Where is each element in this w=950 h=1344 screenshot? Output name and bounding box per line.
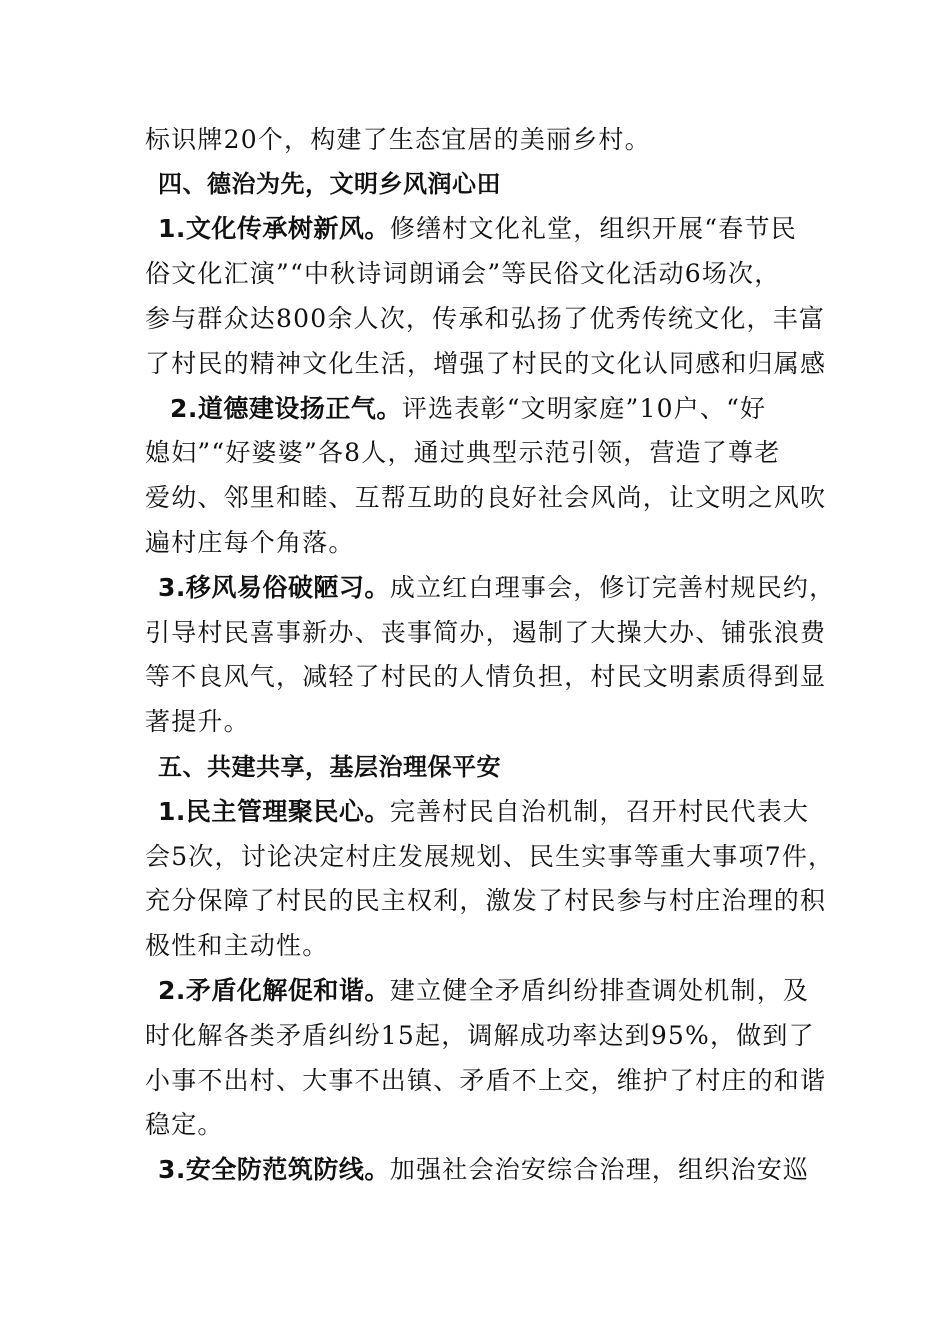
paragraph-line	[158, 969, 838, 1013]
paragraph-line	[145, 118, 825, 162]
heading-text: 五、共建共享，基层治理保平安	[158, 753, 501, 781]
paragraph-line	[145, 1059, 825, 1103]
line-text: 标识牌20个，构建了生态宜居的美丽乡村。	[145, 125, 651, 154]
paragraph-line	[145, 879, 825, 923]
paragraph-line	[170, 387, 850, 431]
item-lead: 1.文化传承树新风。	[158, 214, 390, 243]
paragraph-line	[158, 207, 838, 251]
line-text: 完善村民自治机制，召开村民代表大	[389, 797, 810, 826]
line-text: 俗文化汇演”“中秋诗词朗诵会”等民俗文化活动6场次，	[145, 259, 781, 288]
line-text: 著提升。	[145, 707, 250, 736]
paragraph-line	[145, 431, 825, 475]
paragraph-line	[145, 924, 825, 968]
line-text: 了村民的精神文化生活，增强了村民的文化认同感和归属感	[145, 349, 827, 378]
line-text: 引导村民喜事新办、丧事简办，遏制了大操大办、铺张浪费	[145, 618, 827, 647]
line-text: 媳妇”“好婆婆”各8人，通过典型示范引领，营造了尊老	[145, 438, 781, 467]
paragraph-line	[145, 655, 825, 699]
paragraph-line	[145, 700, 825, 744]
line-text: 时化解各类矛盾纠纷15起，调解成功率达到95%，做到了	[145, 1021, 815, 1050]
line-text: 建立健全矛盾纠纷排查调处机制，及	[389, 976, 810, 1005]
paragraph-line	[145, 1103, 825, 1147]
line-text: 成立红白理事会，修订完善村规民约，	[389, 573, 836, 602]
paragraph-line	[145, 342, 825, 386]
item-lead: 2.矛盾化解促和谐。	[158, 976, 390, 1005]
item-lead: 3.安全防范筑防线。	[158, 1155, 390, 1184]
item-lead: 3.移风易俗破陋习。	[158, 573, 390, 602]
line-text: 极性和主动性。	[145, 931, 329, 960]
paragraph-line	[145, 1014, 825, 1058]
paragraph-line	[145, 521, 825, 565]
section-heading-five	[158, 745, 838, 789]
paragraph-line	[145, 252, 825, 296]
line-text: 小事不出村、大事不出镇、矛盾不上交，维护了村庄的和谐	[145, 1066, 827, 1095]
line-text: 稳定。	[145, 1110, 224, 1139]
line-text: 充分保障了村民的民主权利，激发了村民参与村庄治理的积	[145, 886, 827, 915]
line-text: 等不良风气，减轻了村民的人情负担，村民文明素质得到显	[145, 662, 827, 691]
paragraph-line	[145, 611, 825, 655]
line-text: 修缮村文化礼堂，组织开展“春节民	[389, 214, 797, 243]
section-heading-four	[158, 162, 838, 206]
item-lead: 1.民主管理聚民心。	[158, 797, 390, 826]
paragraph-line	[158, 1148, 838, 1192]
line-text: 遍村庄每个角落。	[145, 528, 355, 557]
item-lead: 2.道德建设扬正气。	[170, 394, 402, 423]
line-text: 参与群众达800余人次，传承和弘扬了优秀传统文化，丰富	[145, 304, 826, 333]
paragraph-line	[145, 835, 835, 879]
line-text: 评选表彰“文明家庭”10户、“好	[401, 394, 767, 423]
paragraph-line	[145, 297, 825, 341]
line-text: 会5次，讨论决定村庄发展规划、民生实事等重大事项7件，	[145, 842, 835, 871]
line-text: 加强社会治安综合治理，组织治安巡	[389, 1155, 810, 1184]
heading-text: 四、德治为先，文明乡风润心田	[158, 170, 501, 198]
line-text: 爱幼、邻里和睦、互帮互助的良好社会风尚，让文明之风吹	[145, 483, 827, 512]
paragraph-line	[158, 790, 838, 834]
paragraph-line	[158, 566, 838, 610]
paragraph-line	[145, 476, 825, 520]
